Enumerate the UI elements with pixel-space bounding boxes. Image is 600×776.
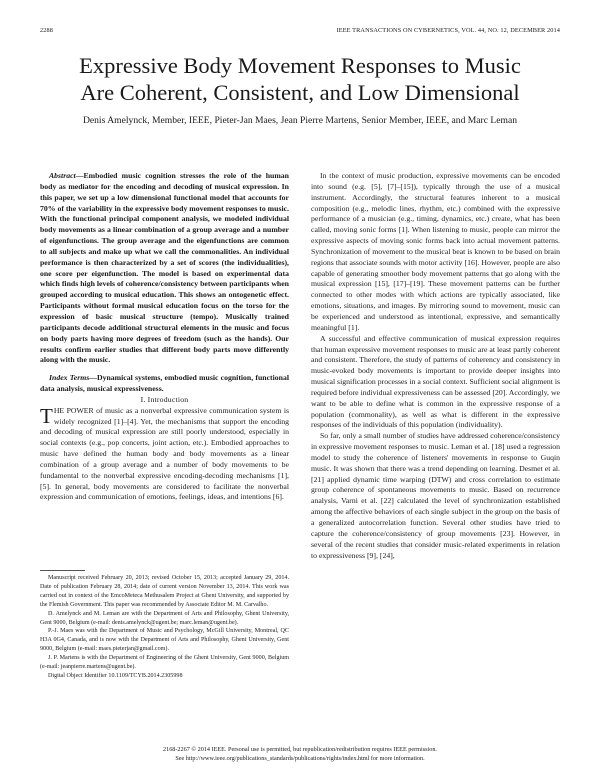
copyright-line-1: 2168-2267 © 2014 IEEE. Personal use is permitted, but republication/redistribution requires IEEE permission. bbox=[163, 746, 437, 753]
body-paragraph: In the context of music production, expressive movements can be encoded into sound (e.g. [5], [7]–[15]), typically through the use of a musical instrument. Accordingly, the structural features inherent to a musical composition (e.g., melodic lines, rhythm, etc.) combined with the expressive performance of a musician (e.g., timing, dynamics, etc.) create, what has been called, moving sonic forms [1]. When listening to music, people can mirror the expressive aspects of moving sonic forms back into actual movement patterns. Synchronization of movement to the musical beat is known to be based on brain regions that associate sounds with motor activity [16]. However, people are also capable of generating smoother body movement patterns that go along with the musical expression [15], [17]–[19]. These movement patterns can be further connected to other modes with which actions are typically associated, like emotions, situations, and images. By mirroring sound to movement, music can be experienced and understood as intentional, expressive, and semantically meaningful [1]. bbox=[311, 171, 560, 332]
abstract bbox=[40, 171, 289, 366]
right-column bbox=[311, 171, 560, 561]
footnote-doi: Digital Object Identifier 10.1109/TCYB.2014.2305998 bbox=[48, 672, 183, 679]
intro-paragraph bbox=[40, 403, 289, 504]
copyright-line-2: See http://www.ieee.org/publications_standards/publications/rights/index.html for more information. bbox=[175, 754, 425, 762]
abstract-text: Embodied music cognition stresses the role of the human body as mediator for the encoding and decoding of musical expression. In this paper, we set up a low dimensional functional model that accounts for 70% of the variability in the expressive body movement responses to music. With the functional principal component analysis, we modeled individual body movements as a linear combination of a group average and a number of eigenfunctions. The group average and the eigenfunctions are common to all subjects and make up what we call the commonalities. An individual performance is then characterized by a set of scores (the individualities), one score per eigenfunction. The model is based on experimental data which finds high levels of coherence/consistency between participants when grouped according to musical education. This shows an ontogenetic effect. Participants without formal musical education focus on the torso for the expression of basic musical structure (tempo). Musically trained participants decode additional structural elements in the music and focus on body parts having more degrees of freedom (such as the hands). Our results confirm earlier studies that different body parts move differently along with the music. bbox=[40, 171, 289, 365]
journal-header: IEEE TRANSACTIONS ON CYBERNETICS, VOL. 44, NO. 12, DECEMBER 2014 bbox=[336, 27, 560, 34]
body-paragraph: So far, only a small number of studies have addressed coherence/consistency in expressive movement responses to music. Leman et al. [18] used a regression model to study the coherence of listeners' movements in response to Guqin music. It was shown that there was a trend depending on learning. Desmet et al. [21] applied dynamic time warping (DTW) and cross correlation to estimate group coherence of spontaneous movements to music. Based on recurrence analysis, Varni et al. [22] calculated the level of synchronization established among the affective behaviors of each single subject in the group on the basis of a generalized autocorrelation function. Several other studies have tried to capture the coherence/consistency of group movements [23]. However, in several of the recent studies that consider music-related experiments in relation to expressiveness [9], [24], bbox=[311, 431, 560, 560]
left-column bbox=[40, 171, 289, 503]
footnote-affiliation-2: P.-J. Maes was with the Department of Music and Psychology, McGill University, Montreal, QC H3A 0G4, Canada, and is now with the Department of Arts and Philosophy, Ghent University, Gent 9000, Belgium (e-mail: maes.pieterjan@gmail.com). bbox=[40, 628, 289, 653]
section-heading: I. Introduction bbox=[140, 394, 189, 404]
paper-title bbox=[20, 52, 580, 106]
footnote-affiliation-3: J. P. Martens is with the Department of Engineering of the Ghent University, Gent 9000, Belgium (e-mail: jeanpierre.martens@ugent.be). bbox=[40, 655, 289, 671]
intro-text: HE POWER of music as a nonverbal expressive communication system is widely recognized [1]–[4]. Yet, the mechanisms that support the encoding and decoding of musical expression are still poorly understood, especially in social contexts (e.g., pop concerts, joint action, etc.). Embodied approaches to music have defined the human body and body movements as a linear combination of a group average and a number of body movements to be fundamental to the nonverbal expressive encoding-decoding mechanisms [1], [5]. In general, body movements are considered to facilitate the nonverbal expression and communication of emotions, feelings, ideas, and intentions [6]. bbox=[40, 405, 289, 502]
index-terms-label: Index Terms— bbox=[49, 373, 98, 383]
running-header bbox=[40, 27, 560, 37]
title-line-1: Expressive Body Movement Responses to Music bbox=[79, 53, 521, 78]
abstract-label: Abstract— bbox=[49, 171, 84, 180]
footnotes bbox=[40, 570, 289, 681]
page-number: 2288 bbox=[40, 27, 53, 34]
author-list: Denis Amelynck, Member, IEEE, Pieter-Jan Maes, Jean Pierre Martens, Senior Member, IEEE, and Marc Leman bbox=[82, 115, 518, 126]
drop-cap: T bbox=[40, 403, 53, 428]
title-line-2: Are Coherent, Consistent, and Low Dimensional bbox=[80, 80, 520, 105]
copyright-notice bbox=[40, 746, 560, 763]
index-terms bbox=[40, 373, 289, 395]
index-terms-text: Dynamical systems, embodied music cognition, functional data analysis, musical expressiveness. bbox=[40, 373, 289, 394]
footnote-rule bbox=[40, 570, 85, 571]
footnote-affiliation-1: D. Amelynck and M. Leman are with the Department of Arts and Philosophy, Ghent University, Gent 9000, Belgium (e-mail: denis.amelynck@ugent.be; marc.leman@ugent.be). bbox=[40, 610, 289, 626]
body-paragraph: A successful and effective communication of musical expression requires that human expressive movement responses to music are at least partly coherent and consistent. Therefore, the study of patterns of coherency and consistency in music-evoked body movements is important to provide deeper insights into musical signification processes in a social context. Sufficient social alignment is required before individual expressiveness can be assessed [20]. Accordingly, we want to be able to define what is common in the expressive response of a population (commonality), as well as what is different in the expressive responses of the individuals of this population (individuality). bbox=[311, 333, 560, 430]
footnote-manuscript: Manuscript received February 20, 2013; revised October 15, 2013; accepted January 29, 2014. Date of publication February 28, 2014; date of current version November 13, 2014. This work was carried out in context of the EmcoMeteca Methusalem Project at Ghent University, and supported by the Flemish Government. This paper was recommended by Associate Editor M. M. Carvalho. bbox=[40, 575, 289, 608]
